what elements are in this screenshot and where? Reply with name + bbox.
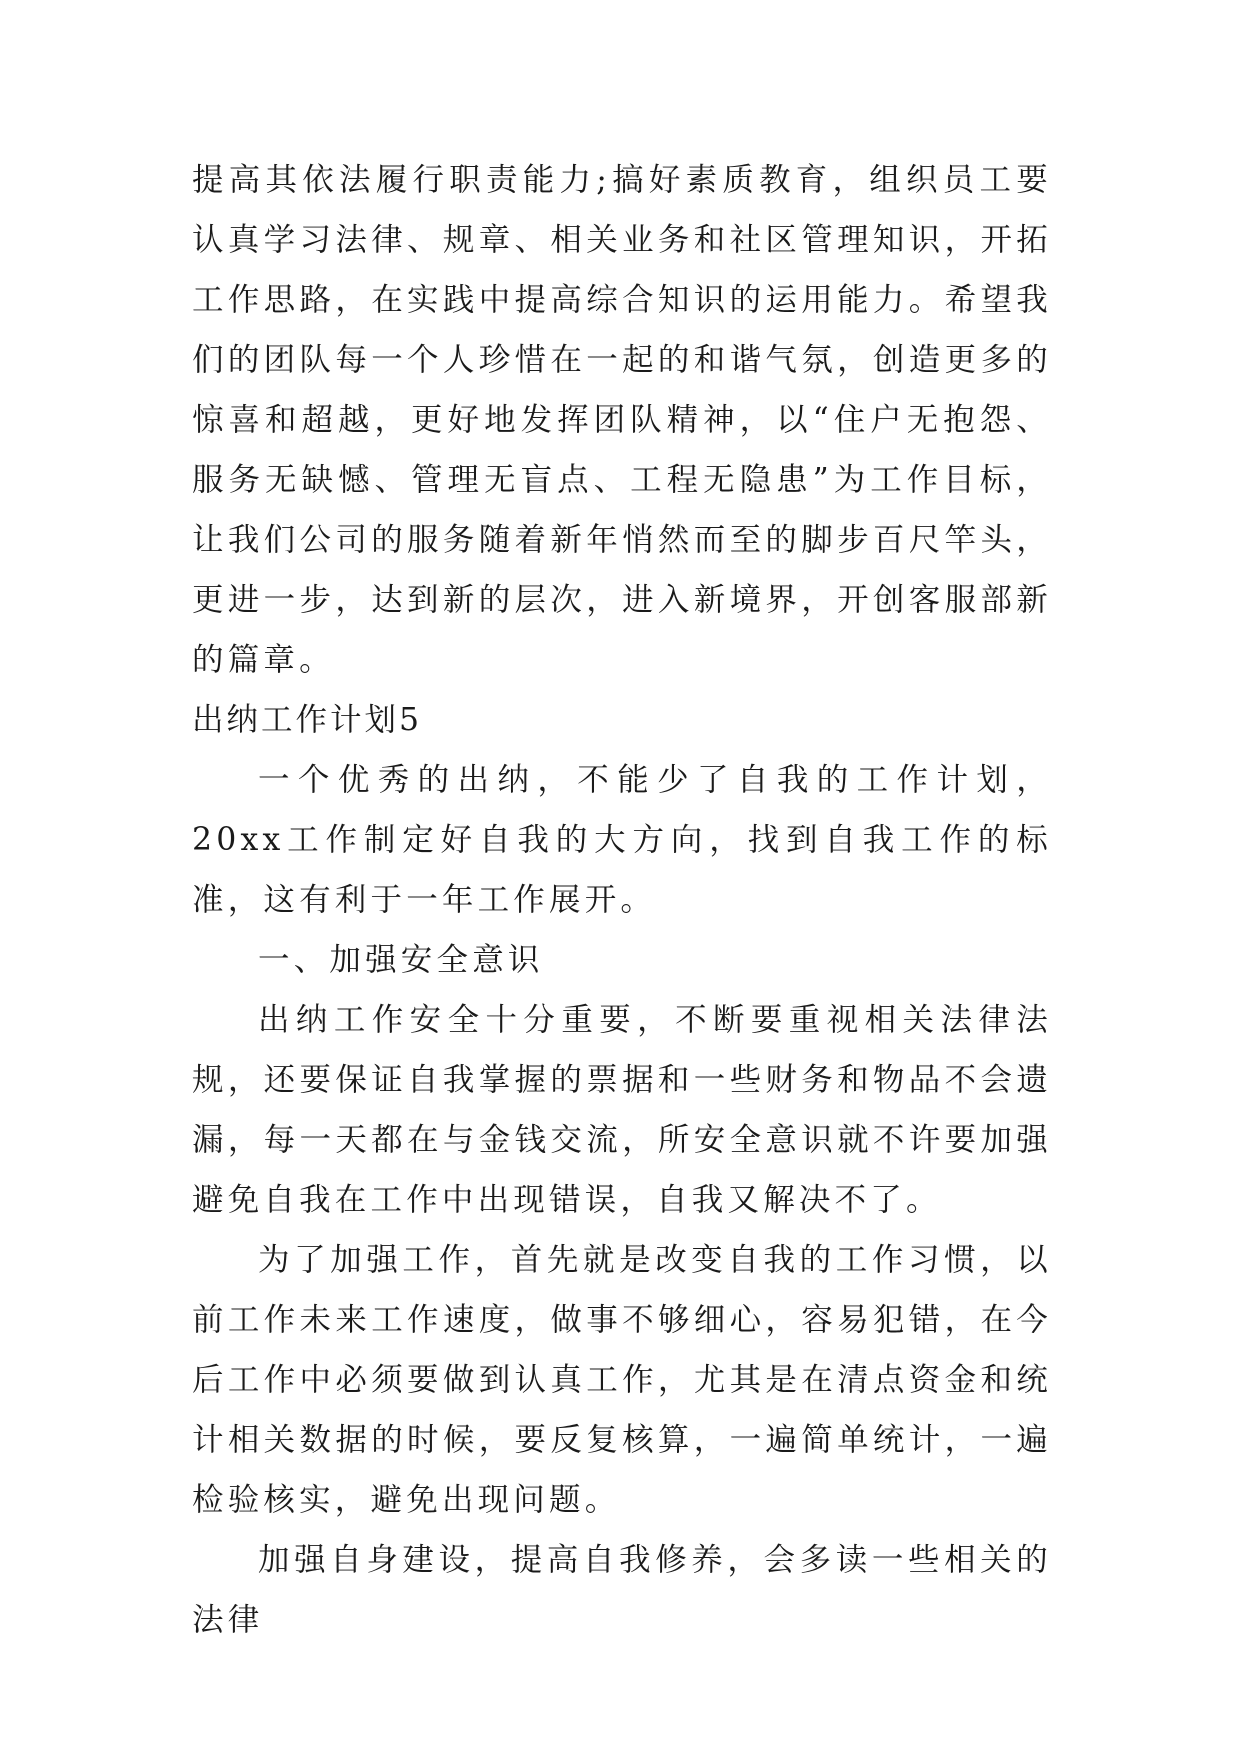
paragraph-safety: 出纳工作安全十分重要，不断要重视相关法律法规，还要保证自我掌握的票据和一些财务和物品不会遗漏，每一天都在与金钱交流，所安全意识就不许要加强避免自我在工作中出现错误，自我又解决不了。 <box>192 1002 1052 1218</box>
paragraph-intro: 一个优秀的出纳，不能少了自我的工作计划，20xx工作制定好自我的大方向，找到自我工作的标准，这有利于一年工作展开。 <box>192 762 1052 918</box>
document-body <box>192 150 1052 1650</box>
subheading-safety: 一、加强安全意识 <box>258 942 544 978</box>
paragraph-work-habits: 为了加强工作，首先就是改变自我的工作习惯，以前工作未来工作速度，做事不够细心，容易犯错，在今后工作中必须要做到认真工作，尤其是在清点资金和统计相关数据的时候，要反复核算，一遍简单统计，一遍检验核实，避免出现问题。 <box>192 1242 1052 1518</box>
paragraph-continuation: 提高其依法履行职责能力;搞好素质教育，组织员工要认真学习法律、规章、相关业务和社区管理知识，开拓工作思路，在实践中提高综合知识的运用能力。希望我们的团队每一个人珍惜在一起的和谐气氛，创造更多的惊喜和超越，更好地发挥团队精神，以“住户无抱怨、服务无缺憾、管理无盲点、工程无隐患”为工作目标，让我们公司的服务随着新年悄然而至的脚步百尺竿头，更进一步，达到新的层次，进入新境界，开创客服部新的篇章。 <box>192 162 1052 678</box>
paragraph-self-improvement: 加强自身建设，提高自我修养，会多读一些相关的法律 <box>192 1542 1052 1638</box>
section-title: 出纳工作计划5 <box>192 702 423 738</box>
